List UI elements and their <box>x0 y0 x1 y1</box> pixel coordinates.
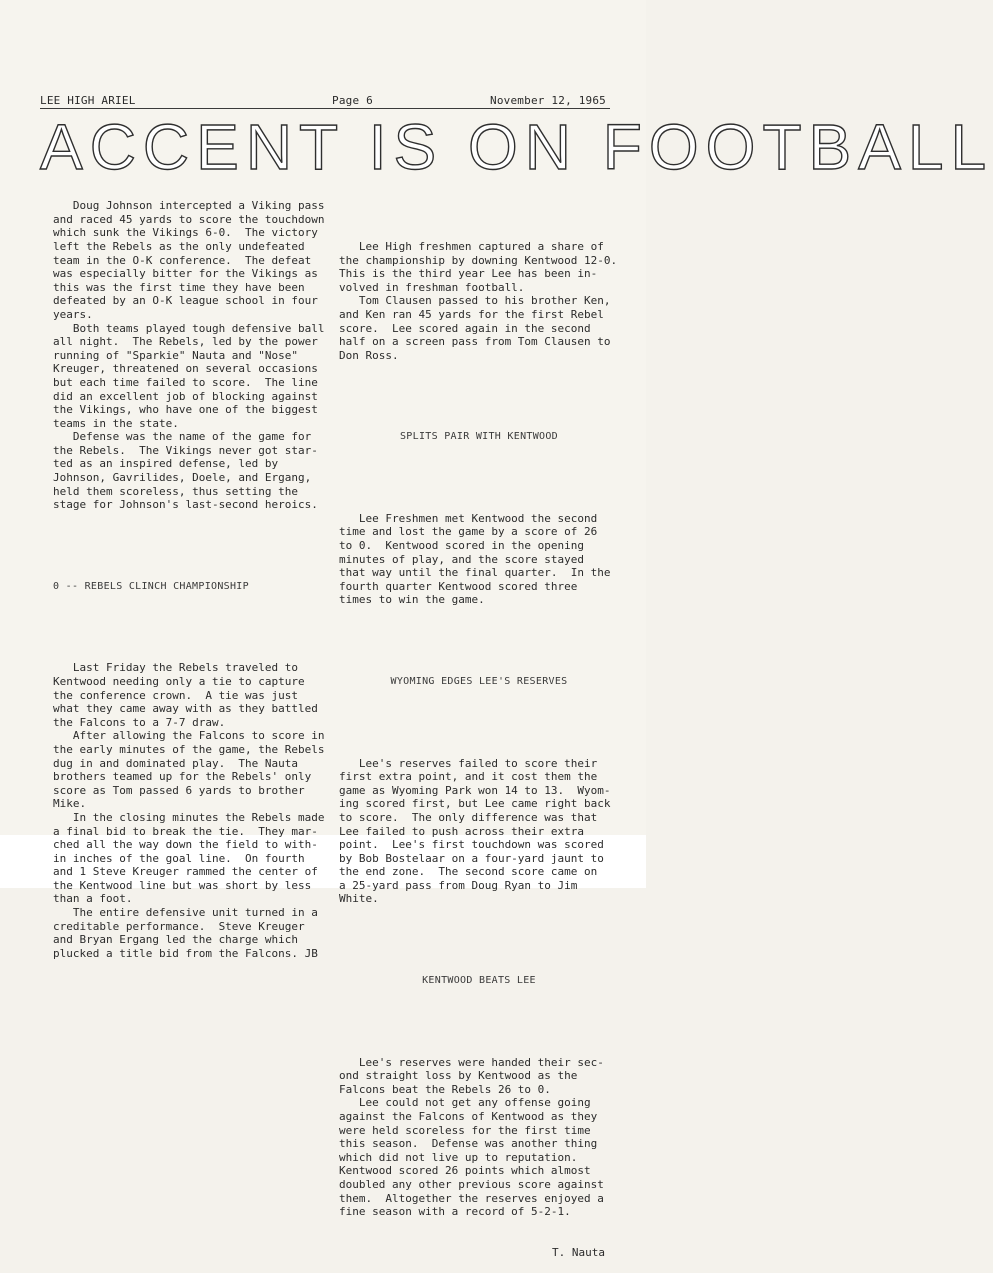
publication-name: LEE HIGH ARIEL <box>40 94 136 107</box>
text-line: creditable performance. Steve Kreuger <box>53 919 305 933</box>
text-line: ing scored first, but Lee came right back <box>339 797 611 811</box>
story-championship <box>53 661 335 960</box>
text-line: Lee Freshmen met Kentwood the second <box>339 511 598 525</box>
text-line: this was the first time they have been <box>53 280 305 294</box>
text-line: the Vikings, who have one of the biggest <box>53 403 318 417</box>
text-line: team in the O-K conference. The defeat <box>53 253 312 267</box>
text-line: Johnson, Gavrilides, Doele, and Ergang, <box>53 471 312 485</box>
text-line: point. Lee's first touchdown was scored <box>339 838 604 852</box>
text-line: Falcons beat the Rebels 26 to 0. <box>339 1082 551 1096</box>
text-line: them. Altogether the reserves enjoyed a <box>339 1191 604 1205</box>
text-line: brothers teamed up for the Rebels' only <box>53 770 312 784</box>
text-line: fourth quarter Kentwood scored three <box>339 579 578 593</box>
subhead-rebels-clinch: 0 -- REBELS CLINCH CHAMPIONSHIP <box>53 580 249 592</box>
text-line: Kentwood scored 26 points which almost <box>339 1164 591 1178</box>
text-line: doubled any other previous score against <box>339 1177 604 1191</box>
text-line: and 1 Steve Kreuger rammed the center of <box>53 865 318 879</box>
text-line: first extra point, and it cost them the <box>339 770 598 784</box>
subhead-kentwood-beats: KENTWOOD BEATS LEE <box>422 975 536 987</box>
text-line: the Rebels. The Vikings never got star- <box>53 443 318 457</box>
text-line: ond straight loss by Kentwood as the <box>339 1069 578 1083</box>
story-freshmen-loss <box>339 512 619 607</box>
text-line: White. <box>339 892 379 906</box>
issue-date: November 12, 1965 <box>490 94 606 107</box>
text-line: The entire defensive unit turned in a <box>53 906 318 920</box>
text-line: running of "Sparkie" Nauta and "Nose" <box>53 348 299 362</box>
left-column <box>53 172 335 974</box>
text-line: Kreuger, threatened on several occasions <box>53 362 318 376</box>
text-line: than a foot. <box>53 892 133 906</box>
text-line: Doug Johnson intercepted a Viking pass <box>53 199 325 213</box>
text-line: Both teams played tough defensive ball <box>53 321 325 335</box>
text-line: the conference crown. A tie was just <box>53 688 299 702</box>
text-line: ted as an inspired defense, led by <box>53 457 279 471</box>
text-line: the Falcons to a 7-7 draw. <box>53 715 226 729</box>
subhead-splits-pair: SPLITS PAIR WITH KENTWOOD <box>399 431 558 443</box>
text-line: Tom Clausen passed to his brother Ken, <box>339 294 611 308</box>
text-line: did an excellent job of blocking against <box>53 389 318 403</box>
text-line: and Bryan Ergang led the charge which <box>53 933 299 947</box>
text-line: that way until the final quarter. In the <box>339 566 611 580</box>
text-line: half on a screen pass from Tom Clausen to <box>339 335 611 349</box>
text-line: by Bob Bostelaar on a four-yard jaunt to <box>339 851 604 865</box>
text-line: teams in the state. <box>53 416 179 430</box>
text-line: stage for Johnson's last-second heroics. <box>53 498 318 512</box>
text-line: score. Lee scored again in the second <box>339 321 591 335</box>
text-line: dug in and dominated play. The Nauta <box>53 756 299 770</box>
text-line: Lee High freshmen captured a share of <box>339 239 604 253</box>
text-line: the early minutes of the game, the Rebels <box>53 742 325 756</box>
text-line: the Kentwood line but was short by less <box>53 878 312 892</box>
header-rule <box>40 108 610 109</box>
text-line: Kentwood needing only a tie to capture <box>53 674 305 688</box>
text-line: which did not live up to reputation. <box>339 1150 578 1164</box>
text-line: plucked a title bid from the Falcons. JB <box>53 946 318 960</box>
text-line: and raced 45 yards to score the touchdown <box>53 212 325 226</box>
text-line: was especially bitter for the Vikings as <box>53 267 318 281</box>
text-line: to score. The only difference was that <box>339 810 598 824</box>
story-viking-game <box>53 199 335 512</box>
text-line: Mike. <box>53 797 87 811</box>
text-line: score as Tom passed 6 yards to brother <box>53 783 305 797</box>
story-freshmen-title <box>339 240 619 362</box>
text-line: in inches of the goal line. On fourth <box>53 851 305 865</box>
text-line: In the closing minutes the Rebels made <box>53 810 325 824</box>
subhead-wyoming: WYOMING EDGES LEE'S RESERVES <box>390 675 568 687</box>
text-line: This is the third year Lee has been in- <box>339 267 598 281</box>
text-line: the championship by downing Kentwood 12-0. <box>339 253 618 267</box>
text-line: held them scoreless, thus setting the <box>53 484 299 498</box>
text-line: Lee could not get any offense going <box>339 1096 591 1110</box>
text-line: were held scoreless for the first time <box>339 1123 591 1137</box>
text-line: times to win the game. <box>339 593 485 607</box>
text-line: to 0. Kentwood scored in the opening <box>339 539 585 553</box>
story-kentwood <box>339 1056 619 1219</box>
byline: T. Nauta <box>552 1245 605 1259</box>
page-number: Page 6 <box>332 94 373 107</box>
text-line: time and lost the game by a score of 26 <box>339 525 598 539</box>
text-line: After allowing the Falcons to score in <box>53 729 325 743</box>
text-line: and Ken ran 45 yards for the first Rebel <box>339 307 604 321</box>
text-line: ched all the way down the field to with- <box>53 838 318 852</box>
text-line: Last Friday the Rebels traveled to <box>53 661 299 675</box>
story-wyoming <box>339 757 619 907</box>
text-line: volved in freshman football. <box>339 280 525 294</box>
text-line: years. <box>53 307 93 321</box>
text-line: fine season with a record of 5-2-1. <box>339 1205 571 1219</box>
text-line: Lee's reserves were handed their sec- <box>339 1055 604 1069</box>
text-line: game as Wyoming Park won 14 to 13. Wyom- <box>339 783 611 797</box>
text-line: a final bid to break the tie. They mar- <box>53 824 318 838</box>
text-line: a 25-yard pass from Doug Ryan to Jim <box>339 878 578 892</box>
text-line: minutes of play, and the score stayed <box>339 552 585 566</box>
text-line: the end zone. The second score came on <box>339 865 598 879</box>
right-column <box>339 172 619 1273</box>
text-line: this season. Defense was another thing <box>339 1137 598 1151</box>
text-line: Lee failed to push across their extra <box>339 824 585 838</box>
text-line: what they came away with as they battled <box>53 702 318 716</box>
text-line: all night. The Rebels, led by the power <box>53 335 318 349</box>
text-line: against the Falcons of Kentwood as they <box>339 1109 598 1123</box>
text-line: left the Rebels as the only undefeated <box>53 239 305 253</box>
text-line: defeated by an O-K league school in four <box>53 294 318 308</box>
headline: ACCENT IS ON FOOTBALL <box>40 111 993 183</box>
text-line: but each time failed to score. The line <box>53 375 318 389</box>
text-line: Lee's reserves failed to score their <box>339 756 598 770</box>
text-line: Don Ross. <box>339 348 399 362</box>
text-line: Defense was the name of the game for <box>53 430 312 444</box>
text-line: which sunk the Vikings 6-0. The victory <box>53 226 318 240</box>
